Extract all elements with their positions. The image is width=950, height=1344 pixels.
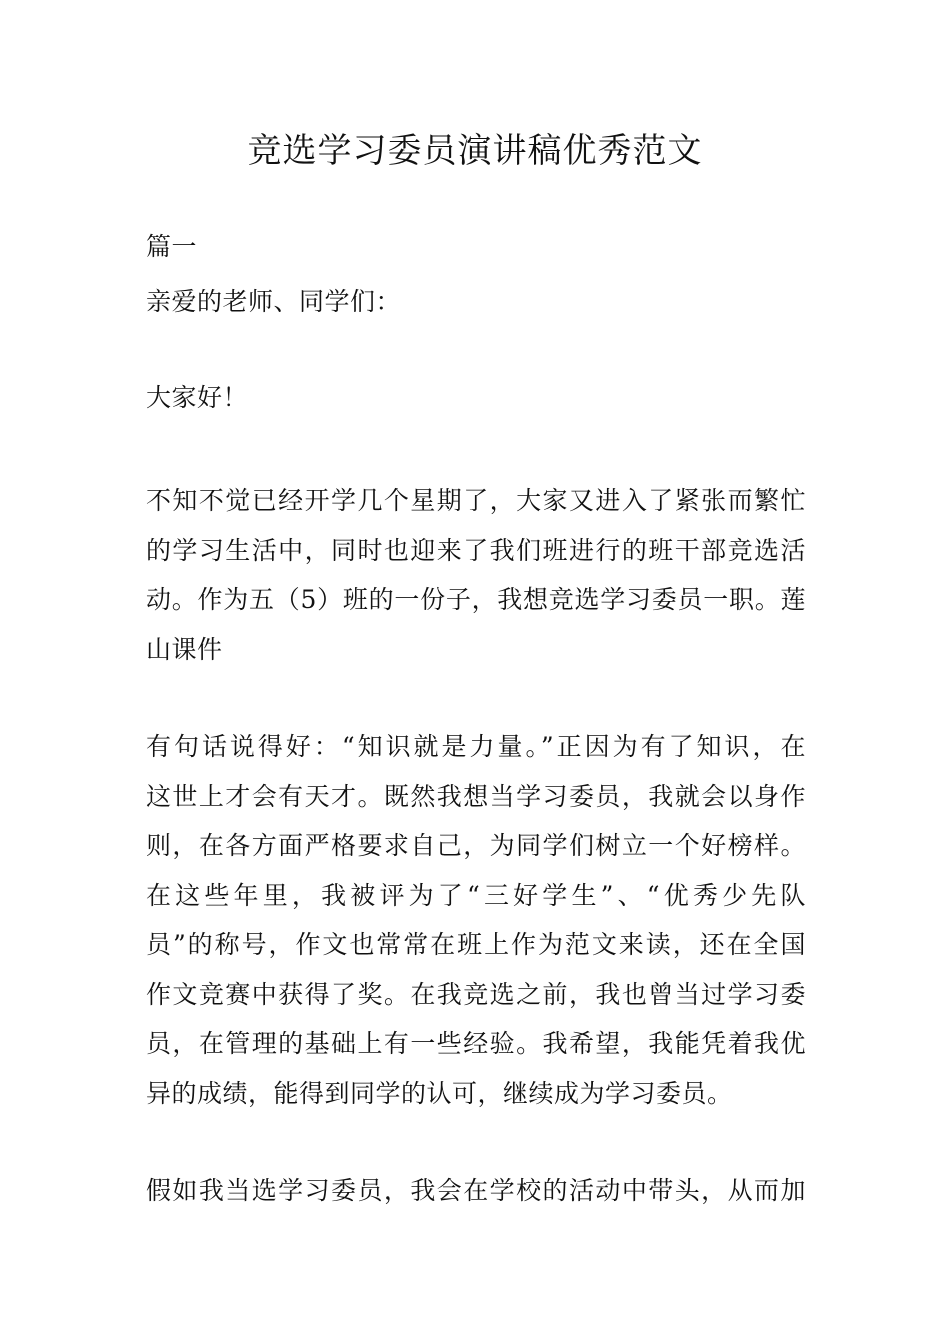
paragraph-line: 山课件 [146, 634, 223, 664]
document-title: 竞选学习委员演讲稿优秀范文 [247, 131, 703, 171]
paragraph-1 [146, 476, 806, 674]
paragraph-3 [146, 1166, 806, 1216]
paragraph-line: 有句话说得好：“知识就是力量。”正因为有了知识，在 [146, 732, 806, 761]
paragraph-line: 员”的称号，作文也常常在班上作为范文来读，还在全国 [146, 930, 806, 959]
paragraph-line: 作文竞赛中获得了奖。在我竞选之前，我也曾当过学习委 [146, 979, 806, 1009]
paragraph-line: 这世上才会有天才。既然我想当学习委员，我就会以身作 [146, 781, 806, 811]
paragraph-line: 的学习生活中，同时也迎来了我们班进行的班干部竞选活 [146, 535, 806, 565]
salutation: 亲爱的老师、同学们： [146, 287, 402, 316]
greeting: 大家好！ [146, 383, 249, 412]
paragraph-line: 异的成绩，能得到同学的认可，继续成为学习委员。 [146, 1078, 733, 1108]
paragraph-line: 动。作为五（5）班的一份子，我想竞选学习委员一职。莲 [146, 585, 806, 614]
paragraph-line: 假如我当选学习委员，我会在学校的活动中带头，从而加 [146, 1176, 806, 1205]
paragraph-line: 不知不觉已经开学几个星期了，大家又进入了紧张而繁忙 [146, 486, 806, 515]
paragraph-line: 则，在各方面严格要求自己，为同学们树立一个好榜样。 [146, 831, 806, 860]
paragraph-2 [146, 722, 806, 1118]
paragraph-line: 员，在管理的基础上有一些经验。我希望，我能凭着我优 [146, 1029, 806, 1058]
paragraph-line: 在这些年里，我被评为了“三好学生”、“优秀少先队 [146, 880, 806, 910]
section-label: 篇一 [146, 232, 198, 261]
